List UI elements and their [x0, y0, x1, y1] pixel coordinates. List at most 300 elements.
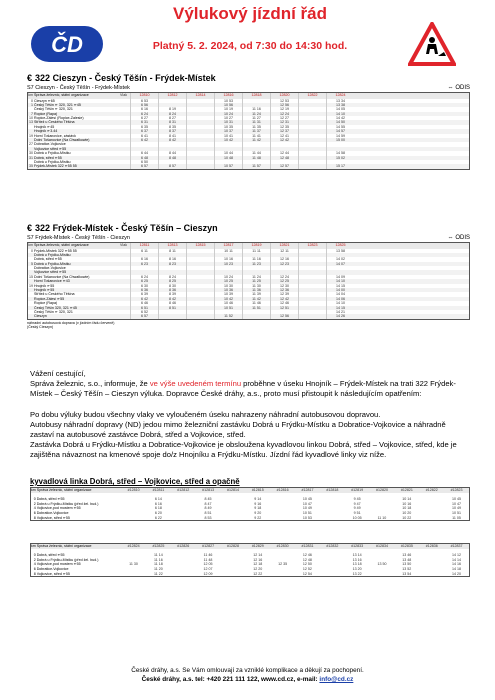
station-name: Hnojník ↞55	[34, 283, 55, 288]
time-cell	[320, 516, 345, 521]
time-cell: 14 10	[326, 279, 354, 283]
trip-number: #12810	[127, 488, 140, 492]
time-cell: 14 59	[326, 134, 354, 138]
km-header: km	[31, 488, 36, 492]
notice-intro-c: proběhne v úseku Hnojník – Frýdek-Místek na trati 322 Frýdek-Místek – Český Těšín – Cieszyn výluka. Dopravce České dráhy, a.s., proto musí přistoupit k následujícím opatřením:	[30, 379, 456, 399]
time-cell: 11 14	[153, 553, 163, 558]
time-cell: 10 49	[302, 506, 312, 511]
time-cell: 6 24	[130, 275, 158, 279]
trip-number: #12827	[202, 544, 215, 548]
time-cell: 11 16	[242, 257, 270, 261]
time-cell: 12 52	[302, 566, 312, 571]
time-cell: 12 30	[270, 284, 298, 288]
trip-number: #12823	[450, 488, 463, 492]
timetable-1-title	[27, 72, 470, 84]
time-cell: 9 20	[254, 510, 262, 515]
time-cell: 11 46	[203, 553, 213, 558]
train-number: 12813	[158, 243, 186, 249]
time-cell: 12 14	[253, 553, 263, 558]
time-cell: 12 46	[270, 301, 298, 305]
stop-name: Dobrá u Frýdku-Místku (před žel. bud.)	[36, 501, 99, 506]
time-cell	[186, 314, 214, 318]
roadworks-warning-icon	[408, 22, 456, 66]
time-cell: 14 15	[326, 284, 354, 288]
time-cell: 13 48	[402, 557, 412, 562]
time-cell: 8 35	[158, 125, 186, 129]
time-cell: 10 24	[214, 275, 242, 279]
stop-name: Vojkovice,pod mostem ↞55	[36, 506, 81, 511]
time-cell: 12 20	[253, 566, 263, 571]
time-cell: 12 24	[270, 112, 298, 116]
station-name: Hnojník ↞45	[34, 124, 55, 129]
time-cell: 13 50	[377, 562, 387, 567]
train-number: 12815	[186, 243, 214, 249]
time-cell: 14 58	[326, 151, 354, 155]
time-cell: 14 18	[451, 566, 461, 571]
table-row	[31, 516, 469, 521]
time-cell: 13 52	[402, 566, 412, 571]
time-cell	[121, 516, 146, 521]
time-cell: 12 37	[270, 129, 298, 133]
time-cell	[171, 516, 196, 521]
time-cell: 12 09	[203, 571, 213, 576]
timetable-1-sub	[27, 84, 470, 92]
time-cell: 11 16	[242, 107, 270, 111]
time-cell: 12 57	[270, 164, 298, 168]
time-cell: 12 23	[270, 262, 298, 266]
time-cell: 8 51	[204, 510, 212, 515]
station-header: Správa železnic, státní organizace	[36, 488, 92, 492]
trip-number: #12834	[376, 544, 389, 548]
odis-label: ⇔ ODIS	[447, 85, 470, 91]
time-cell: 12 19	[270, 107, 298, 111]
svg-text:ČD: ČD	[51, 32, 83, 57]
trip-number: #12832	[326, 544, 339, 548]
time-cell: 6 22	[154, 515, 162, 520]
km-cell: 8	[33, 571, 36, 576]
time-cell: 12 51	[270, 306, 298, 310]
time-cell: 14 12	[451, 553, 461, 558]
time-cell: 11 39	[242, 292, 270, 296]
station-header: Správa železnic, státní organizace	[36, 544, 92, 548]
trip-number: #12820	[376, 488, 389, 492]
time-cell: 11 37	[242, 129, 270, 133]
train-number: 12819	[242, 243, 270, 249]
time-cell: 12 05	[203, 562, 213, 567]
trip-number: #12814	[226, 488, 239, 492]
line-number: 322	[35, 73, 51, 83]
time-cell: 11 48	[203, 557, 213, 562]
time-cell: 14 06	[326, 297, 354, 301]
station-name: Horní Tošanovice, zástávk	[34, 133, 76, 138]
station-header: Správa železnic, státní organizace	[34, 93, 89, 97]
time-cell: 8 49	[204, 506, 212, 511]
time-cell: 12 39	[270, 292, 298, 296]
odis-label: ⇔ ODIS	[447, 235, 470, 241]
station-name: Dobrá, střed ↞55	[34, 155, 62, 160]
trip-number: #12819	[351, 488, 364, 492]
time-cell: 12 48	[270, 156, 298, 160]
notice-shuttle: Zastávka Dobrá u Frýdku-Místku a Dobratice-Vojkovice je obsloužena kyvadlovou linkou Dobrá, střed – Vojkovice, střed, kde je zajištěna návaznost na kmenové spoje do/z Hnojníku a Frýdku-Místku. Jízdní řád kyvadlové linky viz níže.	[30, 440, 457, 460]
km-cell: 31	[29, 155, 33, 160]
notice-replacement: Po dobu výluky budou všechny vlaky ve vyloučeném úseku nahrazeny náhradní autobusovou dopravou.	[30, 409, 381, 419]
footer	[0, 666, 495, 684]
km-cell: 30	[29, 151, 33, 156]
time-cell: 8 27	[158, 116, 186, 120]
note: (Český Cieszyn)	[27, 325, 54, 330]
time-cell: 10 46	[214, 301, 242, 305]
time-cell: 11 42	[242, 138, 270, 142]
station-name: Střítež u Českého Těšína	[34, 292, 75, 297]
time-cell	[121, 572, 146, 577]
time-cell: 14 05	[326, 107, 354, 111]
station-name: Frýdek-Místek 322 ↞55 55	[34, 164, 77, 169]
time-cell: 10 20	[402, 510, 412, 515]
time-cell: 8 51	[158, 306, 186, 310]
odis-text: ODIS	[455, 85, 470, 91]
train-number: 12821	[270, 243, 298, 249]
time-cell: 6 11	[130, 249, 158, 253]
station-name: Cieszyn ↞65	[34, 98, 55, 103]
time-cell: 8 42	[158, 297, 186, 301]
time-cell: 8 39	[158, 292, 186, 296]
time-cell	[158, 314, 186, 318]
time-cell: 10 41	[214, 134, 242, 138]
time-cell: 6 18	[154, 506, 162, 511]
time-cell	[186, 164, 214, 168]
timetable-2	[27, 222, 470, 330]
time-cell: 6 24	[130, 112, 158, 116]
time-cell: 12 42	[270, 138, 298, 142]
time-cell: 10 31	[214, 120, 242, 124]
station-name: Ropice (Rapa)	[34, 111, 58, 116]
time-cell: 6 16	[130, 257, 158, 261]
time-cell: 12 56	[270, 103, 298, 107]
time-cell: 10 14	[402, 497, 412, 502]
time-cell: 6 42	[130, 138, 158, 142]
stop-name: Vojkovice, střed ↞55	[36, 571, 70, 576]
time-cell: 6 51	[130, 306, 158, 310]
station-name: Dobrá u Frýdku-Místku	[34, 252, 71, 257]
time-cell: 13 22	[352, 571, 362, 576]
trip-number: #12826	[177, 544, 190, 548]
time-cell: 13 58	[326, 249, 354, 253]
time-cell: 11 20	[153, 566, 163, 571]
time-cell: 10 51	[302, 510, 312, 515]
time-cell: 6 39	[130, 292, 158, 296]
train-number: 12816	[214, 93, 242, 99]
time-cell	[220, 572, 245, 577]
time-cell: 10 18	[402, 506, 412, 511]
time-cell: 11 46	[242, 301, 270, 305]
time-cell: 6 41	[130, 134, 158, 138]
time-cell: 13 18	[352, 562, 362, 567]
time-cell: 12 07	[203, 566, 213, 571]
time-cell: 12 22	[253, 571, 263, 576]
time-cell: 14 04	[326, 292, 354, 296]
time-cell: 6 14	[154, 497, 162, 502]
km-cell: 0	[33, 553, 36, 558]
timetable-2-notes	[27, 321, 470, 330]
time-cell: 12 48	[302, 557, 312, 562]
station-name: Český Těšín ↞ 320, 321	[34, 107, 73, 112]
km-header: km	[28, 243, 33, 247]
shuttle-title: kyvadlová linka Dobrá, střed – Vojkovice, střed a opačně	[30, 477, 240, 486]
time-cell: 12 42	[270, 297, 298, 301]
time-cell: 14 21	[326, 310, 354, 314]
time-cell: 10 42	[214, 138, 242, 142]
time-cell: 12 54	[302, 571, 312, 576]
station-name: Hnojník ↞3.44	[34, 129, 58, 134]
footer-contact	[0, 675, 495, 684]
trip-number: #12835	[400, 544, 413, 548]
time-cell: 9 45	[353, 497, 361, 502]
time-cell: 9 49	[353, 506, 361, 511]
email-link[interactable]: info@cd.cz	[319, 676, 354, 683]
time-cell: 8 47	[204, 501, 212, 506]
via-header: Vlak	[120, 93, 127, 97]
time-cell: 11 27	[242, 116, 270, 120]
time-cell: 10 44	[214, 151, 242, 155]
trip-number: #12829	[251, 544, 264, 548]
time-cell: 12 11	[270, 249, 298, 253]
time-cell	[419, 572, 444, 577]
station-name: Dobrá u Frýdku-Místku	[34, 159, 71, 164]
time-cell: 14 14	[451, 557, 461, 562]
time-cell: 14 57	[326, 129, 354, 133]
time-cell: 8 19	[158, 107, 186, 111]
timetable-2-sub	[27, 234, 470, 242]
time-cell: 12 53	[270, 99, 298, 103]
notice-text	[30, 369, 470, 471]
train-number: 12825	[326, 243, 354, 249]
train-number: 12814	[186, 93, 214, 99]
time-cell: 6 31	[130, 120, 158, 124]
time-cell: 8 44	[158, 151, 186, 155]
time-cell: 13 34	[326, 99, 354, 103]
footer-contact-text: České dráhy, a.s. tel: +420 221 111 122, www.cd.cz, e-mail:	[141, 676, 320, 683]
time-cell: 8 36	[158, 288, 186, 292]
time-cell: 6 35	[130, 125, 158, 129]
route-sub: S7 Frýdek-Místek - Český Těšín - Cieszyn	[27, 235, 130, 241]
time-cell: 6 23	[130, 262, 158, 266]
station-name: Dobrá, střed ↞55	[34, 257, 62, 262]
time-cell: 12 36	[270, 288, 298, 292]
time-cell: 6 36	[130, 288, 158, 292]
trip-number: #12831	[301, 544, 314, 548]
time-cell: 12 31	[270, 120, 298, 124]
trip-number: #12812	[177, 488, 190, 492]
station-name: Ropice (Rapa)	[34, 301, 58, 306]
km-cell: 2	[33, 557, 36, 562]
time-cell: 10 42	[214, 297, 242, 301]
time-cell: 10 53	[302, 515, 312, 520]
station-header: Správa železnic, státní organizace	[34, 243, 89, 247]
via-header: Vlak	[120, 243, 127, 247]
notice-intro	[30, 379, 470, 399]
trip-number: #12822	[425, 488, 438, 492]
trip-number: #12825	[152, 544, 165, 548]
route-sub: S7 Cieszyn - Český Těšín - Frýdek-Místek	[27, 85, 130, 91]
station-name: Vojkovice střed ↞55	[34, 146, 67, 151]
time-cell: 10 47	[451, 501, 461, 506]
table-row	[28, 164, 469, 168]
via-cell	[120, 164, 130, 168]
time-cell: 14 50	[326, 120, 354, 124]
time-cell	[298, 164, 326, 168]
page-title: Výlukový jízdní řád	[173, 4, 327, 23]
time-cell: 10 11	[214, 249, 242, 253]
time-cell: 10 27	[214, 116, 242, 120]
time-cell: 8 45	[204, 497, 212, 502]
time-cell: 11 30	[242, 284, 270, 288]
time-cell: 13 14	[352, 553, 362, 558]
time-cell: 14 26	[326, 314, 354, 318]
time-cell: 6 57	[130, 164, 158, 168]
km-cell: 4	[33, 506, 36, 511]
time-cell: 11 35	[242, 125, 270, 129]
trip-number: #12836	[425, 544, 438, 548]
km-cell: 19	[29, 283, 33, 288]
time-cell: 11 48	[242, 156, 270, 160]
validity-subtitle: Platný 5. 2. 2024, od 7:30 do 14:30 hod.	[152, 40, 348, 52]
trip-number: #12818	[326, 488, 339, 492]
time-cell: 6 25	[130, 279, 158, 283]
km-cell: 6	[33, 510, 36, 515]
time-cell: 14 10	[326, 301, 354, 305]
km-cell: 5	[31, 261, 33, 266]
km-cell: 1	[31, 102, 33, 107]
time-cell: 10 39	[214, 292, 242, 296]
time-cell: 10 16	[214, 257, 242, 261]
time-cell: 14 00	[326, 288, 354, 292]
train-number: 12818	[242, 93, 270, 99]
time-cell: 12 44	[270, 151, 298, 155]
station-name: Ropice-Zálesí (Ropice-Zalesie)	[34, 116, 84, 121]
station-name: Frýdek-Místek 322 ↞55 55	[34, 248, 77, 253]
time-cell: 8 24	[158, 112, 186, 116]
time-cell: 10 57	[214, 164, 242, 168]
time-cell: 9 47	[353, 501, 361, 506]
time-cell: 12 16	[253, 557, 263, 562]
time-cell: 14 09	[326, 275, 354, 279]
km-cell: 4	[33, 562, 36, 567]
station-name: Hnojník ↞55	[34, 288, 55, 293]
timetable-2-grid	[27, 242, 470, 320]
table-row	[31, 572, 469, 577]
time-cell: 12 18	[253, 562, 263, 567]
time-cell: 9 51	[353, 510, 361, 515]
time-cell: 6 46	[130, 301, 158, 305]
time-cell	[242, 314, 270, 318]
station-name: Dobrá u Frýdku-Místku	[34, 151, 71, 156]
time-cell: 12 35	[278, 562, 288, 567]
time-cell: 11 51	[242, 306, 270, 310]
time-cell: 14 20	[451, 571, 461, 576]
train-number: 12823	[298, 243, 326, 249]
time-cell: 8 25	[158, 279, 186, 283]
greeting: Vážení cestující,	[30, 369, 86, 378]
time-cell: 13 38	[326, 103, 354, 107]
time-cell: 8 16	[158, 257, 186, 261]
time-cell: 10 19	[214, 107, 242, 111]
trip-number: #12824	[127, 544, 140, 548]
km-cell: 15	[29, 274, 33, 279]
station-name: Cieszyn	[34, 314, 47, 319]
station-name: Český Těšín ↞ 320, 321 ↞45	[34, 102, 81, 107]
train-number: 12812	[158, 93, 186, 99]
time-cell: 10 36	[214, 288, 242, 292]
notice-stops: Autobusy náhradní dopravy (ND) jedou mimo železniční zastávku Dobrá u Frýdku-Místku a Dobratice-Vojkovice a náhradně zastaví na autobusové zastávce Dobrá, střed a Vojkovice, střed.	[30, 419, 446, 440]
time-cell: 10 47	[302, 501, 312, 506]
timetable-1-grid	[27, 92, 470, 170]
time-cell: 6 48	[130, 156, 158, 160]
time-cell: 14 15	[326, 306, 354, 310]
station-name: Horní Tošanovice ↞43	[34, 279, 70, 284]
time-cell: 6 42	[130, 297, 158, 301]
time-cell: 11 24	[242, 275, 270, 279]
time-cell: 9 16	[254, 501, 262, 506]
trip-number: #12815	[251, 488, 264, 492]
station-name: Dobrá u Frýdku-Místku	[34, 261, 71, 266]
time-cell: 14 07	[326, 262, 354, 266]
time-cell: 11 44	[242, 151, 270, 155]
trip-number: #12833	[351, 544, 364, 548]
time-cell: 10 45	[451, 497, 461, 502]
note: náhradní autobusová doprava (v jízdním řádu červeně)	[27, 320, 115, 325]
notice-intro-a: Správa železnic, s.o., informuje, že	[30, 379, 150, 389]
time-cell: 10 16	[402, 501, 412, 506]
time-cell: 6 27	[130, 116, 158, 120]
time-cell: 12 24	[270, 275, 298, 279]
time-cell: 8 53	[204, 515, 212, 520]
station-name: Dolní Tošanovice (Na Chwałkowie)	[34, 274, 90, 279]
stop-name: Vojkovice,pod mostem ↞55	[36, 562, 81, 567]
trip-number: #12837	[450, 544, 463, 548]
stop-name: Vojkovice, střed ↞55	[36, 515, 70, 520]
time-cell: 6 57	[130, 314, 158, 318]
time-cell: 12 41	[270, 134, 298, 138]
time-cell	[419, 516, 444, 521]
stop-name: Dobrá, střed ↞55	[36, 553, 65, 558]
km-cell: 13	[29, 120, 33, 125]
time-cell: 12 25	[270, 279, 298, 283]
km-header: km	[28, 93, 33, 97]
km-cell: 6	[33, 566, 36, 571]
time-cell: 6 20	[154, 510, 162, 515]
train-number: 12811	[130, 243, 158, 249]
time-cell: 11 18	[153, 562, 163, 567]
time-cell: 6 37	[130, 129, 158, 133]
time-cell: 11 22	[153, 571, 163, 576]
time-cell: 14 10	[326, 112, 354, 116]
time-cell: 14 02	[326, 257, 354, 261]
time-cell: 15 00	[326, 138, 354, 142]
time-cell: 12 27	[270, 116, 298, 120]
shuttle-table-b	[30, 543, 470, 577]
trip-number: #12828	[226, 544, 239, 548]
time-cell: 11 31	[242, 120, 270, 124]
km-cell: 2	[33, 501, 36, 506]
time-cell: 12 16	[270, 257, 298, 261]
time-cell: 10 22	[402, 515, 412, 520]
header	[0, 0, 495, 70]
time-cell: 6 16	[154, 501, 162, 506]
time-cell: 6 53	[130, 99, 158, 103]
time-cell: 10 49	[451, 506, 461, 511]
time-cell: 11 24	[242, 112, 270, 116]
time-cell: 11 42	[242, 297, 270, 301]
